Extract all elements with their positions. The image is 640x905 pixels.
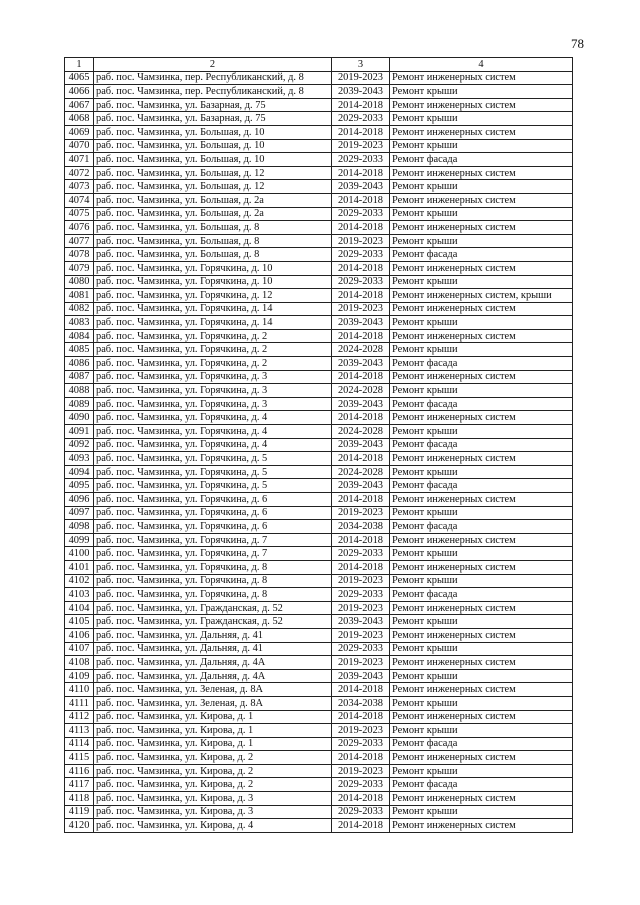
period-cell: 2014-2018 bbox=[332, 751, 390, 765]
page-number: 78 bbox=[571, 36, 584, 51]
work-type-cell: Ремонт крыши bbox=[390, 615, 573, 629]
column-header-work-type: 4 bbox=[390, 58, 573, 72]
row-number-cell: 4078 bbox=[65, 248, 94, 262]
row-number-cell: 4074 bbox=[65, 193, 94, 207]
work-type-cell: Ремонт крыши bbox=[390, 139, 573, 153]
address-cell: раб. пос. Чамзинка, ул. Дальняя, д. 4А bbox=[94, 669, 332, 683]
address-cell: раб. пос. Чамзинка, ул. Горячкина, д. 6 bbox=[94, 493, 332, 507]
table-row bbox=[65, 479, 573, 493]
table-row bbox=[65, 669, 573, 683]
work-type-cell: Ремонт крыши bbox=[390, 574, 573, 588]
address-cell: раб. пос. Чамзинка, ул. Горячкина, д. 5 bbox=[94, 452, 332, 466]
table-row bbox=[65, 207, 573, 221]
row-number-cell: 4070 bbox=[65, 139, 94, 153]
address-cell: раб. пос. Чамзинка, ул. Горячкина, д. 10 bbox=[94, 261, 332, 275]
row-number-cell: 4099 bbox=[65, 533, 94, 547]
address-cell: раб. пос. Чамзинка, ул. Кирова, д. 2 bbox=[94, 751, 332, 765]
work-type-cell: Ремонт инженерных систем bbox=[390, 751, 573, 765]
row-number-cell: 4119 bbox=[65, 805, 94, 819]
row-number-cell: 4101 bbox=[65, 560, 94, 574]
period-cell: 2014-2018 bbox=[332, 261, 390, 275]
work-type-cell: Ремонт крыши bbox=[390, 384, 573, 398]
period-cell: 2039-2043 bbox=[332, 316, 390, 330]
period-cell: 2014-2018 bbox=[332, 98, 390, 112]
column-header-period: 3 bbox=[332, 58, 390, 72]
row-number-cell: 4114 bbox=[65, 737, 94, 751]
row-number-cell: 4085 bbox=[65, 343, 94, 357]
work-type-cell: Ремонт фасада bbox=[390, 357, 573, 371]
period-cell: 2029-2033 bbox=[332, 275, 390, 289]
row-number-cell: 4105 bbox=[65, 615, 94, 629]
period-cell: 2019-2023 bbox=[332, 302, 390, 316]
table-row bbox=[65, 343, 573, 357]
period-cell: 2019-2023 bbox=[332, 656, 390, 670]
row-number-cell: 4120 bbox=[65, 819, 94, 833]
table-row bbox=[65, 737, 573, 751]
period-cell: 2029-2033 bbox=[332, 737, 390, 751]
period-cell: 2014-2018 bbox=[332, 452, 390, 466]
address-cell: раб. пос. Чамзинка, ул. Горячкина, д. 3 bbox=[94, 370, 332, 384]
work-type-cell: Ремонт крыши bbox=[390, 425, 573, 439]
period-cell: 2029-2033 bbox=[332, 547, 390, 561]
work-type-cell: Ремонт инженерных систем bbox=[390, 411, 573, 425]
address-cell: раб. пос. Чамзинка, ул. Горячкина, д. 2 bbox=[94, 343, 332, 357]
period-cell: 2014-2018 bbox=[332, 560, 390, 574]
work-type-cell: Ремонт инженерных систем bbox=[390, 261, 573, 275]
address-cell: раб. пос. Чамзинка, ул. Горячкина, д. 7 bbox=[94, 547, 332, 561]
row-number-cell: 4118 bbox=[65, 792, 94, 806]
table-row bbox=[65, 465, 573, 479]
address-cell: раб. пос. Чамзинка, ул. Большая, д. 8 bbox=[94, 248, 332, 262]
period-cell: 2014-2018 bbox=[332, 329, 390, 343]
row-number-cell: 4107 bbox=[65, 642, 94, 656]
table-row bbox=[65, 683, 573, 697]
table-row bbox=[65, 805, 573, 819]
table-row bbox=[65, 710, 573, 724]
table-row bbox=[65, 751, 573, 765]
table-row bbox=[65, 357, 573, 371]
table-row bbox=[65, 289, 573, 303]
period-cell: 2014-2018 bbox=[332, 493, 390, 507]
table-row bbox=[65, 506, 573, 520]
address-cell: раб. пос. Чамзинка, ул. Кирова, д. 1 bbox=[94, 737, 332, 751]
work-type-cell: Ремонт инженерных систем bbox=[390, 601, 573, 615]
period-cell: 2019-2023 bbox=[332, 724, 390, 738]
row-number-cell: 4089 bbox=[65, 397, 94, 411]
table-row bbox=[65, 588, 573, 602]
address-cell: раб. пос. Чамзинка, ул. Горячкина, д. 5 bbox=[94, 465, 332, 479]
period-cell: 2019-2023 bbox=[332, 506, 390, 520]
period-cell: 2014-2018 bbox=[332, 370, 390, 384]
work-type-cell: Ремонт инженерных систем bbox=[390, 125, 573, 139]
work-type-cell: Ремонт инженерных систем bbox=[390, 710, 573, 724]
period-cell: 2014-2018 bbox=[332, 221, 390, 235]
address-cell: раб. пос. Чамзинка, ул. Горячкина, д. 8 bbox=[94, 560, 332, 574]
work-type-cell: Ремонт инженерных систем bbox=[390, 560, 573, 574]
address-cell: раб. пос. Чамзинка, ул. Гражданская, д. 52 bbox=[94, 601, 332, 615]
row-number-cell: 4067 bbox=[65, 98, 94, 112]
row-number-cell: 4109 bbox=[65, 669, 94, 683]
row-number-cell: 4084 bbox=[65, 329, 94, 343]
period-cell: 2029-2033 bbox=[332, 805, 390, 819]
work-type-cell: Ремонт крыши bbox=[390, 547, 573, 561]
row-number-cell: 4090 bbox=[65, 411, 94, 425]
work-type-cell: Ремонт инженерных систем bbox=[390, 493, 573, 507]
table-row bbox=[65, 425, 573, 439]
period-cell: 2019-2023 bbox=[332, 71, 390, 85]
table-row bbox=[65, 316, 573, 330]
row-number-cell: 4093 bbox=[65, 452, 94, 466]
address-cell: раб. пос. Чамзинка, ул. Горячкина, д. 8 bbox=[94, 574, 332, 588]
table-row bbox=[65, 221, 573, 235]
address-cell: раб. пос. Чамзинка, ул. Большая, д. 10 bbox=[94, 139, 332, 153]
work-type-cell: Ремонт фасада bbox=[390, 479, 573, 493]
address-cell: раб. пос. Чамзинка, ул. Кирова, д. 3 bbox=[94, 805, 332, 819]
period-cell: 2024-2028 bbox=[332, 384, 390, 398]
table-row bbox=[65, 628, 573, 642]
period-cell: 2014-2018 bbox=[332, 683, 390, 697]
address-cell: раб. пос. Чамзинка, ул. Большая, д. 12 bbox=[94, 180, 332, 194]
row-number-cell: 4095 bbox=[65, 479, 94, 493]
registry-table bbox=[64, 57, 573, 833]
row-number-cell: 4066 bbox=[65, 85, 94, 99]
table-row bbox=[65, 85, 573, 99]
table-row bbox=[65, 778, 573, 792]
row-number-cell: 4080 bbox=[65, 275, 94, 289]
table-row bbox=[65, 248, 573, 262]
work-type-cell: Ремонт инженерных систем bbox=[390, 792, 573, 806]
work-type-cell: Ремонт инженерных систем, крыши bbox=[390, 289, 573, 303]
address-cell: раб. пос. Чамзинка, ул. Горячкина, д. 2 bbox=[94, 329, 332, 343]
period-cell: 2024-2028 bbox=[332, 343, 390, 357]
row-number-cell: 4117 bbox=[65, 778, 94, 792]
period-cell: 2014-2018 bbox=[332, 710, 390, 724]
address-cell: раб. пос. Чамзинка, ул. Кирова, д. 4 bbox=[94, 819, 332, 833]
address-cell: раб. пос. Чамзинка, ул. Горячкина, д. 8 bbox=[94, 588, 332, 602]
row-number-cell: 4112 bbox=[65, 710, 94, 724]
address-cell: раб. пос. Чамзинка, ул. Зеленая, д. 8А bbox=[94, 683, 332, 697]
address-cell: раб. пос. Чамзинка, ул. Кирова, д. 1 bbox=[94, 710, 332, 724]
work-type-cell: Ремонт крыши bbox=[390, 642, 573, 656]
period-cell: 2014-2018 bbox=[332, 819, 390, 833]
address-cell: раб. пос. Чамзинка, ул. Базарная, д. 75 bbox=[94, 98, 332, 112]
period-cell: 2029-2033 bbox=[332, 778, 390, 792]
row-number-cell: 4115 bbox=[65, 751, 94, 765]
address-cell: раб. пос. Чамзинка, ул. Дальняя, д. 41 bbox=[94, 628, 332, 642]
work-type-cell: Ремонт крыши bbox=[390, 207, 573, 221]
work-type-cell: Ремонт крыши bbox=[390, 764, 573, 778]
column-header-address: 2 bbox=[94, 58, 332, 72]
work-type-cell: Ремонт фасада bbox=[390, 438, 573, 452]
table-row bbox=[65, 560, 573, 574]
period-cell: 2024-2028 bbox=[332, 425, 390, 439]
work-type-cell: Ремонт фасада bbox=[390, 397, 573, 411]
column-header-number: 1 bbox=[65, 58, 94, 72]
work-type-cell: Ремонт инженерных систем bbox=[390, 329, 573, 343]
period-cell: 2029-2033 bbox=[332, 153, 390, 167]
address-cell: раб. пос. Чамзинка, ул. Горячкина, д. 6 bbox=[94, 506, 332, 520]
work-type-cell: Ремонт фасада bbox=[390, 248, 573, 262]
work-type-cell: Ремонт крыши bbox=[390, 316, 573, 330]
period-cell: 2019-2023 bbox=[332, 234, 390, 248]
address-cell: раб. пос. Чамзинка, ул. Горячкина, д. 7 bbox=[94, 533, 332, 547]
work-type-cell: Ремонт инженерных систем bbox=[390, 819, 573, 833]
work-type-cell: Ремонт фасада bbox=[390, 520, 573, 534]
address-cell: раб. пос. Чамзинка, ул. Горячкина, д. 4 bbox=[94, 425, 332, 439]
row-number-cell: 4100 bbox=[65, 547, 94, 561]
table-row bbox=[65, 764, 573, 778]
period-cell: 2039-2043 bbox=[332, 397, 390, 411]
table-row bbox=[65, 193, 573, 207]
period-cell: 2019-2023 bbox=[332, 764, 390, 778]
work-type-cell: Ремонт крыши bbox=[390, 506, 573, 520]
period-cell: 2039-2043 bbox=[332, 479, 390, 493]
row-number-cell: 4111 bbox=[65, 696, 94, 710]
row-number-cell: 4087 bbox=[65, 370, 94, 384]
table-row bbox=[65, 696, 573, 710]
row-number-cell: 4065 bbox=[65, 71, 94, 85]
row-number-cell: 4076 bbox=[65, 221, 94, 235]
address-cell: раб. пос. Чамзинка, ул. Горячкина, д. 14 bbox=[94, 302, 332, 316]
row-number-cell: 4086 bbox=[65, 357, 94, 371]
address-cell: раб. пос. Чамзинка, ул. Горячкина, д. 5 bbox=[94, 479, 332, 493]
row-number-cell: 4110 bbox=[65, 683, 94, 697]
table-row bbox=[65, 724, 573, 738]
table-row bbox=[65, 261, 573, 275]
address-cell: раб. пос. Чамзинка, ул. Большая, д. 2а bbox=[94, 207, 332, 221]
address-cell: раб. пос. Чамзинка, ул. Горячкина, д. 6 bbox=[94, 520, 332, 534]
row-number-cell: 4092 bbox=[65, 438, 94, 452]
table-row bbox=[65, 792, 573, 806]
period-cell: 2029-2033 bbox=[332, 248, 390, 262]
address-cell: раб. пос. Чамзинка, ул. Горячкина, д. 10 bbox=[94, 275, 332, 289]
work-type-cell: Ремонт инженерных систем bbox=[390, 370, 573, 384]
period-cell: 2014-2018 bbox=[332, 533, 390, 547]
work-type-cell: Ремонт крыши bbox=[390, 180, 573, 194]
address-cell: раб. пос. Чамзинка, ул. Горячкина, д. 3 bbox=[94, 384, 332, 398]
work-type-cell: Ремонт крыши bbox=[390, 805, 573, 819]
table-row bbox=[65, 533, 573, 547]
period-cell: 2014-2018 bbox=[332, 792, 390, 806]
work-type-cell: Ремонт крыши bbox=[390, 85, 573, 99]
work-type-cell: Ремонт крыши bbox=[390, 343, 573, 357]
table-row bbox=[65, 153, 573, 167]
work-type-cell: Ремонт крыши bbox=[390, 724, 573, 738]
row-number-cell: 4082 bbox=[65, 302, 94, 316]
row-number-cell: 4097 bbox=[65, 506, 94, 520]
table-row bbox=[65, 642, 573, 656]
table-row bbox=[65, 384, 573, 398]
work-type-cell: Ремонт инженерных систем bbox=[390, 452, 573, 466]
work-type-cell: Ремонт инженерных систем bbox=[390, 683, 573, 697]
address-cell: раб. пос. Чамзинка, ул. Горячкина, д. 14 bbox=[94, 316, 332, 330]
table-row bbox=[65, 139, 573, 153]
period-cell: 2019-2023 bbox=[332, 139, 390, 153]
table-row bbox=[65, 452, 573, 466]
row-number-cell: 4079 bbox=[65, 261, 94, 275]
table-row bbox=[65, 397, 573, 411]
address-cell: раб. пос. Чамзинка, ул. Горячкина, д. 4 bbox=[94, 411, 332, 425]
period-cell: 2039-2043 bbox=[332, 615, 390, 629]
row-number-cell: 4094 bbox=[65, 465, 94, 479]
table-row bbox=[65, 411, 573, 425]
address-cell: раб. пос. Чамзинка, ул. Горячкина, д. 2 bbox=[94, 357, 332, 371]
period-cell: 2029-2033 bbox=[332, 207, 390, 221]
row-number-cell: 4077 bbox=[65, 234, 94, 248]
period-cell: 2019-2023 bbox=[332, 628, 390, 642]
row-number-cell: 4081 bbox=[65, 289, 94, 303]
address-cell: раб. пос. Чамзинка, ул. Кирова, д. 3 bbox=[94, 792, 332, 806]
period-cell: 2019-2023 bbox=[332, 574, 390, 588]
work-type-cell: Ремонт крыши bbox=[390, 275, 573, 289]
work-type-cell: Ремонт крыши bbox=[390, 465, 573, 479]
work-type-cell: Ремонт инженерных систем bbox=[390, 71, 573, 85]
address-cell: раб. пос. Чамзинка, ул. Дальняя, д. 4А bbox=[94, 656, 332, 670]
work-type-cell: Ремонт инженерных систем bbox=[390, 193, 573, 207]
row-number-cell: 4072 bbox=[65, 166, 94, 180]
period-cell: 2039-2043 bbox=[332, 438, 390, 452]
period-cell: 2014-2018 bbox=[332, 289, 390, 303]
period-cell: 2014-2018 bbox=[332, 166, 390, 180]
row-number-cell: 4088 bbox=[65, 384, 94, 398]
table-row bbox=[65, 329, 573, 343]
period-cell: 2034-2038 bbox=[332, 520, 390, 534]
address-cell: раб. пос. Чамзинка, ул. Базарная, д. 75 bbox=[94, 112, 332, 126]
row-number-cell: 4075 bbox=[65, 207, 94, 221]
address-cell: раб. пос. Чамзинка, ул. Большая, д. 10 bbox=[94, 125, 332, 139]
period-cell: 2024-2028 bbox=[332, 465, 390, 479]
table-row bbox=[65, 370, 573, 384]
work-type-cell: Ремонт инженерных систем bbox=[390, 166, 573, 180]
work-type-cell: Ремонт инженерных систем bbox=[390, 98, 573, 112]
row-number-cell: 4103 bbox=[65, 588, 94, 602]
address-cell: раб. пос. Чамзинка, ул. Дальняя, д. 41 bbox=[94, 642, 332, 656]
row-number-cell: 4068 bbox=[65, 112, 94, 126]
work-type-cell: Ремонт инженерных систем bbox=[390, 656, 573, 670]
period-cell: 2039-2043 bbox=[332, 85, 390, 99]
work-type-cell: Ремонт инженерных систем bbox=[390, 628, 573, 642]
table-row bbox=[65, 615, 573, 629]
table-row bbox=[65, 166, 573, 180]
address-cell: раб. пос. Чамзинка, ул. Зеленая, д. 8А bbox=[94, 696, 332, 710]
address-cell: раб. пос. Чамзинка, ул. Горячкина, д. 3 bbox=[94, 397, 332, 411]
table-row bbox=[65, 438, 573, 452]
row-number-cell: 4091 bbox=[65, 425, 94, 439]
row-number-cell: 4104 bbox=[65, 601, 94, 615]
row-number-cell: 4071 bbox=[65, 153, 94, 167]
period-cell: 2039-2043 bbox=[332, 180, 390, 194]
address-cell: раб. пос. Чамзинка, пер. Республиканский, д. 8 bbox=[94, 85, 332, 99]
table-row bbox=[65, 493, 573, 507]
period-cell: 2039-2043 bbox=[332, 357, 390, 371]
address-cell: раб. пос. Чамзинка, ул. Гражданская, д. 52 bbox=[94, 615, 332, 629]
table-row bbox=[65, 574, 573, 588]
period-cell: 2039-2043 bbox=[332, 669, 390, 683]
table-row bbox=[65, 819, 573, 833]
work-type-cell: Ремонт крыши bbox=[390, 669, 573, 683]
row-number-cell: 4106 bbox=[65, 628, 94, 642]
work-type-cell: Ремонт фасада bbox=[390, 588, 573, 602]
address-cell: раб. пос. Чамзинка, ул. Горячкина, д. 12 bbox=[94, 289, 332, 303]
row-number-cell: 4083 bbox=[65, 316, 94, 330]
row-number-cell: 4069 bbox=[65, 125, 94, 139]
table-row bbox=[65, 520, 573, 534]
work-type-cell: Ремонт крыши bbox=[390, 234, 573, 248]
period-cell: 2029-2033 bbox=[332, 588, 390, 602]
row-number-cell: 4096 bbox=[65, 493, 94, 507]
period-cell: 2019-2023 bbox=[332, 601, 390, 615]
table-row bbox=[65, 547, 573, 561]
work-type-cell: Ремонт крыши bbox=[390, 112, 573, 126]
period-cell: 2029-2033 bbox=[332, 642, 390, 656]
address-cell: раб. пос. Чамзинка, ул. Большая, д. 8 bbox=[94, 234, 332, 248]
address-cell: раб. пос. Чамзинка, ул. Большая, д. 2а bbox=[94, 193, 332, 207]
table-row bbox=[65, 656, 573, 670]
period-cell: 2014-2018 bbox=[332, 125, 390, 139]
period-cell: 2034-2038 bbox=[332, 696, 390, 710]
table-row bbox=[65, 98, 573, 112]
table-row bbox=[65, 71, 573, 85]
table-row bbox=[65, 234, 573, 248]
row-number-cell: 4108 bbox=[65, 656, 94, 670]
row-number-cell: 4102 bbox=[65, 574, 94, 588]
table-row bbox=[65, 125, 573, 139]
row-number-cell: 4116 bbox=[65, 764, 94, 778]
work-type-cell: Ремонт инженерных систем bbox=[390, 221, 573, 235]
address-cell: раб. пос. Чамзинка, ул. Большая, д. 10 bbox=[94, 153, 332, 167]
row-number-cell: 4098 bbox=[65, 520, 94, 534]
address-cell: раб. пос. Чамзинка, ул. Кирова, д. 2 bbox=[94, 764, 332, 778]
table-row bbox=[65, 112, 573, 126]
address-cell: раб. пос. Чамзинка, ул. Большая, д. 8 bbox=[94, 221, 332, 235]
row-number-cell: 4113 bbox=[65, 724, 94, 738]
work-type-cell: Ремонт фасада bbox=[390, 737, 573, 751]
period-cell: 2014-2018 bbox=[332, 411, 390, 425]
table-row bbox=[65, 601, 573, 615]
table-row bbox=[65, 302, 573, 316]
table-header-row bbox=[65, 58, 573, 72]
work-type-cell: Ремонт инженерных систем bbox=[390, 302, 573, 316]
work-type-cell: Ремонт инженерных систем bbox=[390, 533, 573, 547]
address-cell: раб. пос. Чамзинка, ул. Большая, д. 12 bbox=[94, 166, 332, 180]
period-cell: 2014-2018 bbox=[332, 193, 390, 207]
address-cell: раб. пос. Чамзинка, пер. Республиканский, д. 8 bbox=[94, 71, 332, 85]
address-cell: раб. пос. Чамзинка, ул. Горячкина, д. 4 bbox=[94, 438, 332, 452]
work-type-cell: Ремонт крыши bbox=[390, 696, 573, 710]
work-type-cell: Ремонт фасада bbox=[390, 153, 573, 167]
period-cell: 2029-2033 bbox=[332, 112, 390, 126]
table-row bbox=[65, 180, 573, 194]
address-cell: раб. пос. Чамзинка, ул. Кирова, д. 2 bbox=[94, 778, 332, 792]
address-cell: раб. пос. Чамзинка, ул. Кирова, д. 1 bbox=[94, 724, 332, 738]
work-type-cell: Ремонт фасада bbox=[390, 778, 573, 792]
row-number-cell: 4073 bbox=[65, 180, 94, 194]
table-row bbox=[65, 275, 573, 289]
